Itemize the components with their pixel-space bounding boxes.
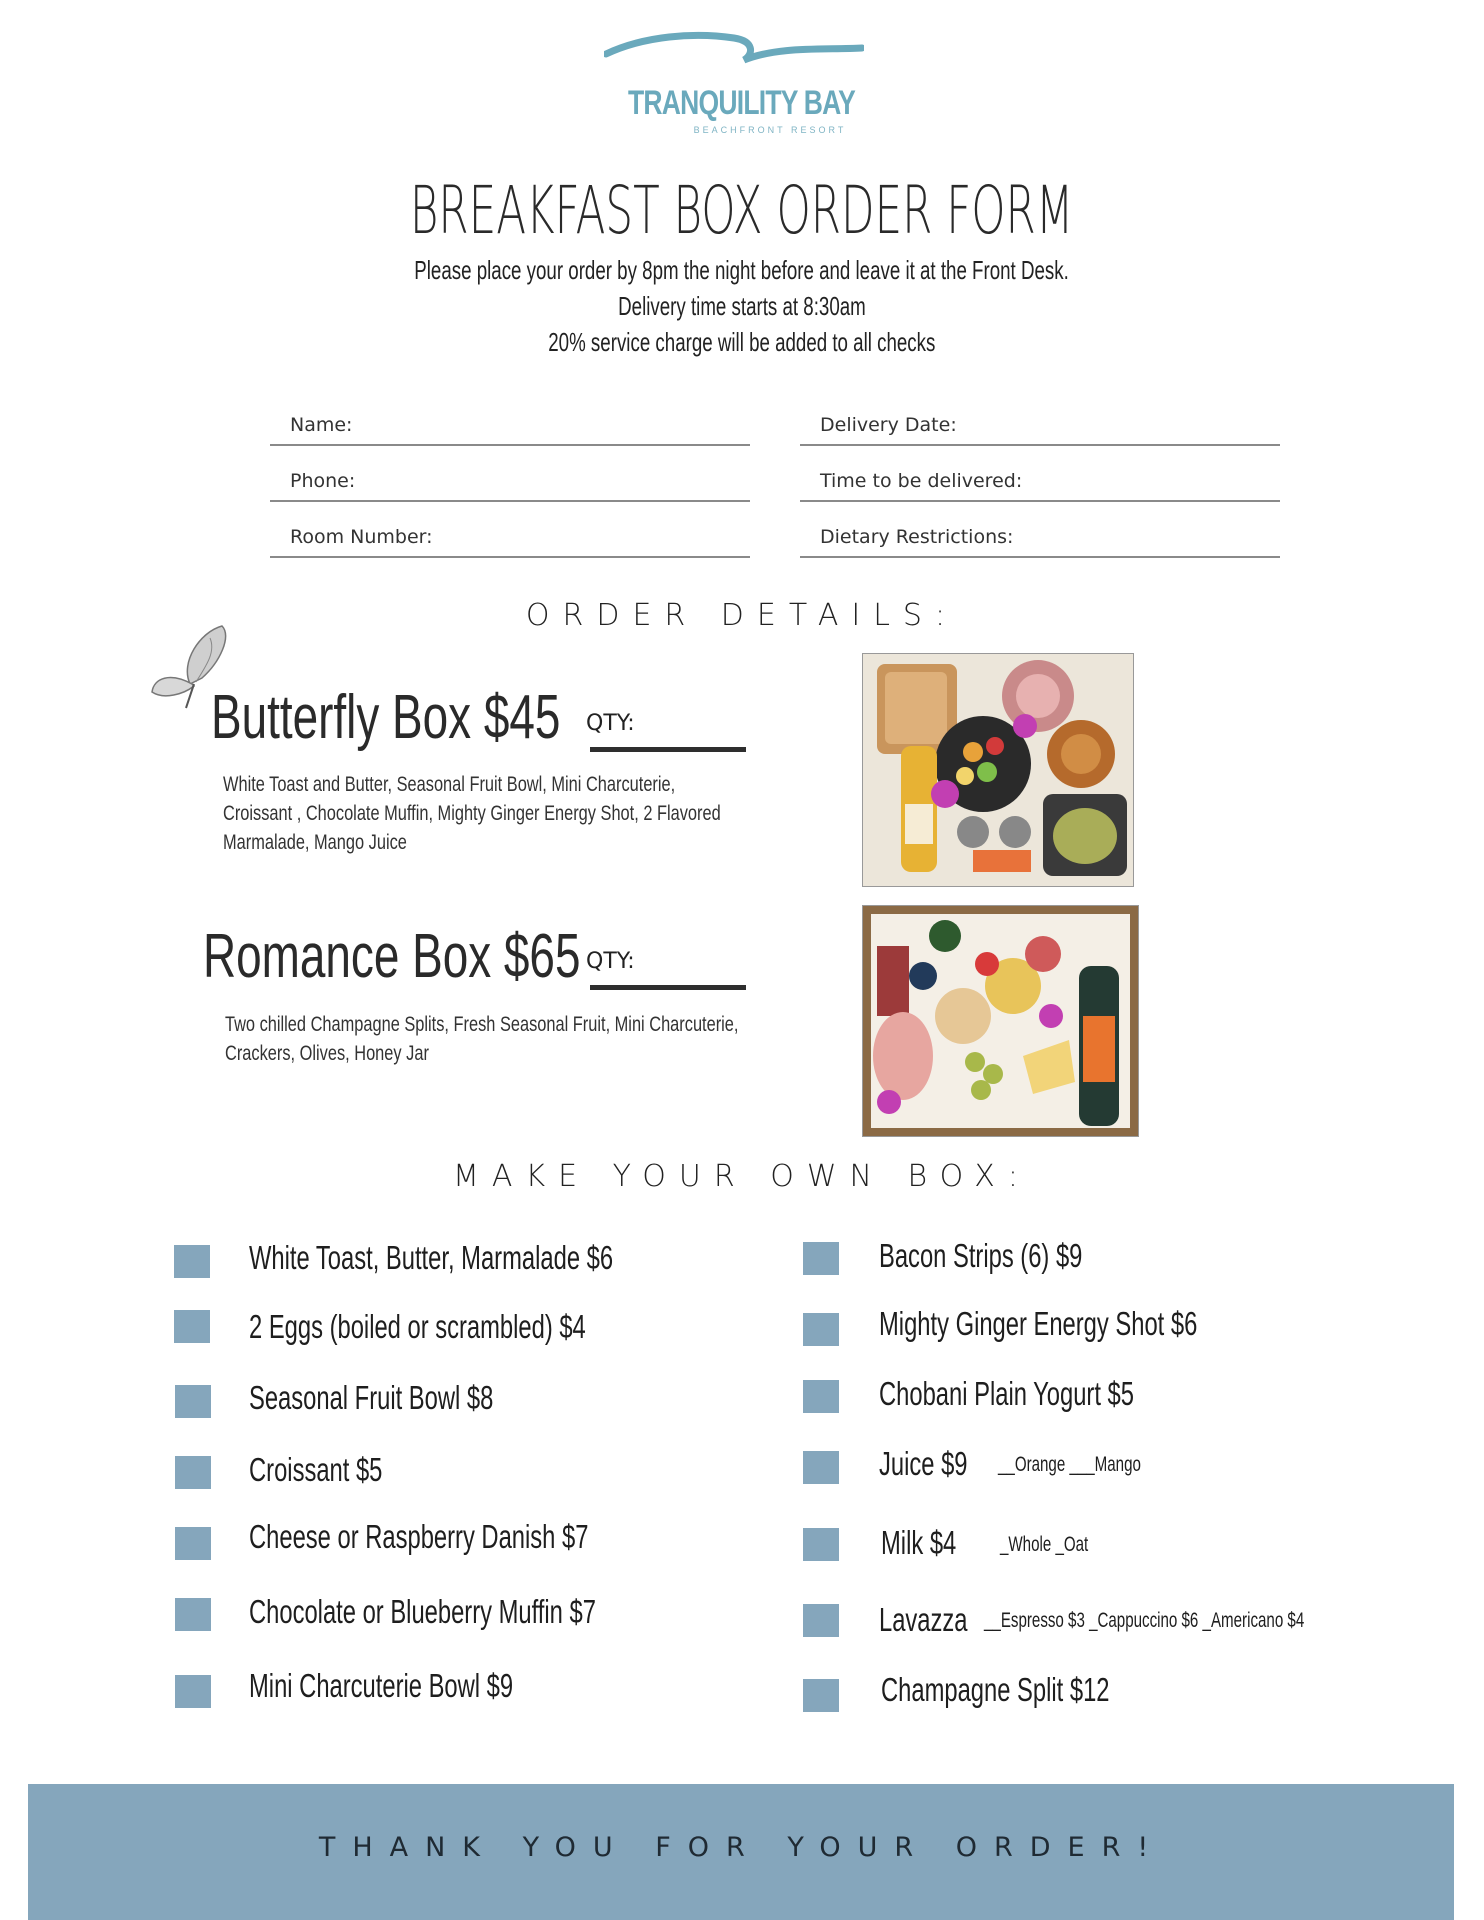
checkbox-milk[interactable]	[803, 1528, 839, 1561]
room-number-label: Room Number:	[290, 526, 433, 548]
delivery-time-field[interactable]	[800, 458, 1280, 502]
romance-box-photo	[862, 905, 1139, 1137]
delivery-date-label: Delivery Date:	[820, 414, 957, 436]
butterfly-qty-label: QTY:	[586, 711, 635, 736]
checkbox-yogurt[interactable]	[803, 1380, 839, 1413]
lavazza-options[interactable]: __Espresso $3 _Cappuccino $6 _Americano $4	[984, 1609, 1305, 1632]
delivery-time-label: Time to be delivered:	[820, 470, 1023, 492]
butterfly-desc-line: Croissant , Chocolate Muffin, Mighty Ginger Energy Shot, 2 Flavored	[223, 802, 721, 825]
checkbox-eggs[interactable]	[174, 1310, 210, 1343]
item-lavazza: Lavazza	[879, 1601, 968, 1638]
juice-options[interactable]: __Orange ___Mango	[998, 1453, 1141, 1476]
order-details-heading: ORDER DETAILS:	[525, 598, 959, 633]
butterfly-desc-line: Marmalade, Mango Juice	[223, 831, 407, 854]
checkbox-ginger-shot[interactable]	[803, 1313, 839, 1346]
item-bacon: Bacon Strips (6) $9	[879, 1237, 1083, 1274]
romance-box-description	[225, 1010, 845, 1068]
intro-service-charge: 20% service charge will be added to all checks	[548, 327, 936, 357]
item-eggs: 2 Eggs (boiled or scrambled) $4	[249, 1308, 586, 1345]
milk-options[interactable]: _Whole _Oat	[1000, 1533, 1089, 1556]
checkbox-white-toast[interactable]	[174, 1245, 210, 1278]
intro-order-deadline: Please place your order by 8pm the night before and leave it at the Front Desk.	[414, 255, 1070, 285]
item-yogurt: Chobani Plain Yogurt $5	[879, 1375, 1134, 1412]
item-ginger-shot: Mighty Ginger Energy Shot $6	[879, 1305, 1198, 1342]
checkbox-croissant[interactable]	[175, 1456, 211, 1489]
footer-thank-you: THANK YOU FOR YOUR ORDER!	[318, 1832, 1166, 1863]
romance-qty-input[interactable]	[590, 985, 746, 990]
logo-wave-icon	[604, 28, 864, 72]
romance-qty-label: QTY:	[586, 949, 635, 974]
item-milk: Milk $4	[881, 1524, 957, 1561]
butterfly-desc-line: White Toast and Butter, Seasonal Fruit Bowl, Mini Charcuterie,	[223, 773, 676, 796]
checkbox-fruit-bowl[interactable]	[175, 1385, 211, 1418]
butterfly-box-photo	[862, 653, 1134, 887]
item-fruit-bowl: Seasonal Fruit Bowl $8	[249, 1379, 494, 1416]
item-champagne-split: Champagne Split $12	[881, 1671, 1110, 1708]
delivery-date-field[interactable]	[800, 402, 1280, 446]
phone-field[interactable]	[270, 458, 750, 502]
item-juice: Juice $9	[879, 1445, 968, 1482]
checkbox-muffin[interactable]	[175, 1598, 211, 1631]
name-label: Name:	[290, 414, 353, 436]
page-title: BREAKFAST BOX ORDER FORM	[410, 172, 1074, 249]
romance-desc-line: Two chilled Champagne Splits, Fresh Seasonal Fruit, Mini Charcuterie,	[225, 1013, 739, 1036]
room-number-field[interactable]	[270, 514, 750, 558]
intro-delivery-time: Delivery time starts at 8:30am	[618, 291, 866, 321]
butterfly-box-title: Butterfly Box $45	[211, 683, 561, 752]
checkbox-bacon[interactable]	[803, 1242, 839, 1275]
romance-box-title: Romance Box $65	[203, 922, 581, 991]
checkbox-juice[interactable]	[803, 1451, 839, 1484]
logo-name: TRANQUILITY BAY	[628, 84, 856, 122]
item-croissant: Croissant $5	[249, 1451, 383, 1488]
phone-label: Phone:	[290, 470, 356, 492]
checkbox-danish[interactable]	[175, 1527, 211, 1560]
butterfly-box-description	[223, 770, 843, 857]
logo-subtitle: BEACHFRONT RESORT	[693, 125, 847, 135]
dietary-restrictions-field[interactable]	[800, 514, 1280, 558]
romance-desc-line: Crackers, Olives, Honey Jar	[225, 1042, 429, 1065]
dietary-restrictions-label: Dietary Restrictions:	[820, 526, 1014, 548]
item-white-toast: White Toast, Butter, Marmalade $6	[249, 1239, 614, 1276]
item-charcuterie: Mini Charcuterie Bowl $9	[249, 1667, 514, 1704]
butterfly-qty-input[interactable]	[590, 747, 746, 752]
checkbox-champagne-split[interactable]	[803, 1679, 839, 1712]
checkbox-charcuterie[interactable]	[175, 1675, 211, 1708]
item-muffin: Chocolate or Blueberry Muffin $7	[249, 1593, 596, 1630]
name-field[interactable]	[270, 402, 750, 446]
make-your-own-heading: MAKE YOUR OWN BOX:	[453, 1159, 1031, 1194]
item-danish: Cheese or Raspberry Danish $7	[249, 1518, 589, 1555]
checkbox-lavazza[interactable]	[803, 1604, 839, 1637]
